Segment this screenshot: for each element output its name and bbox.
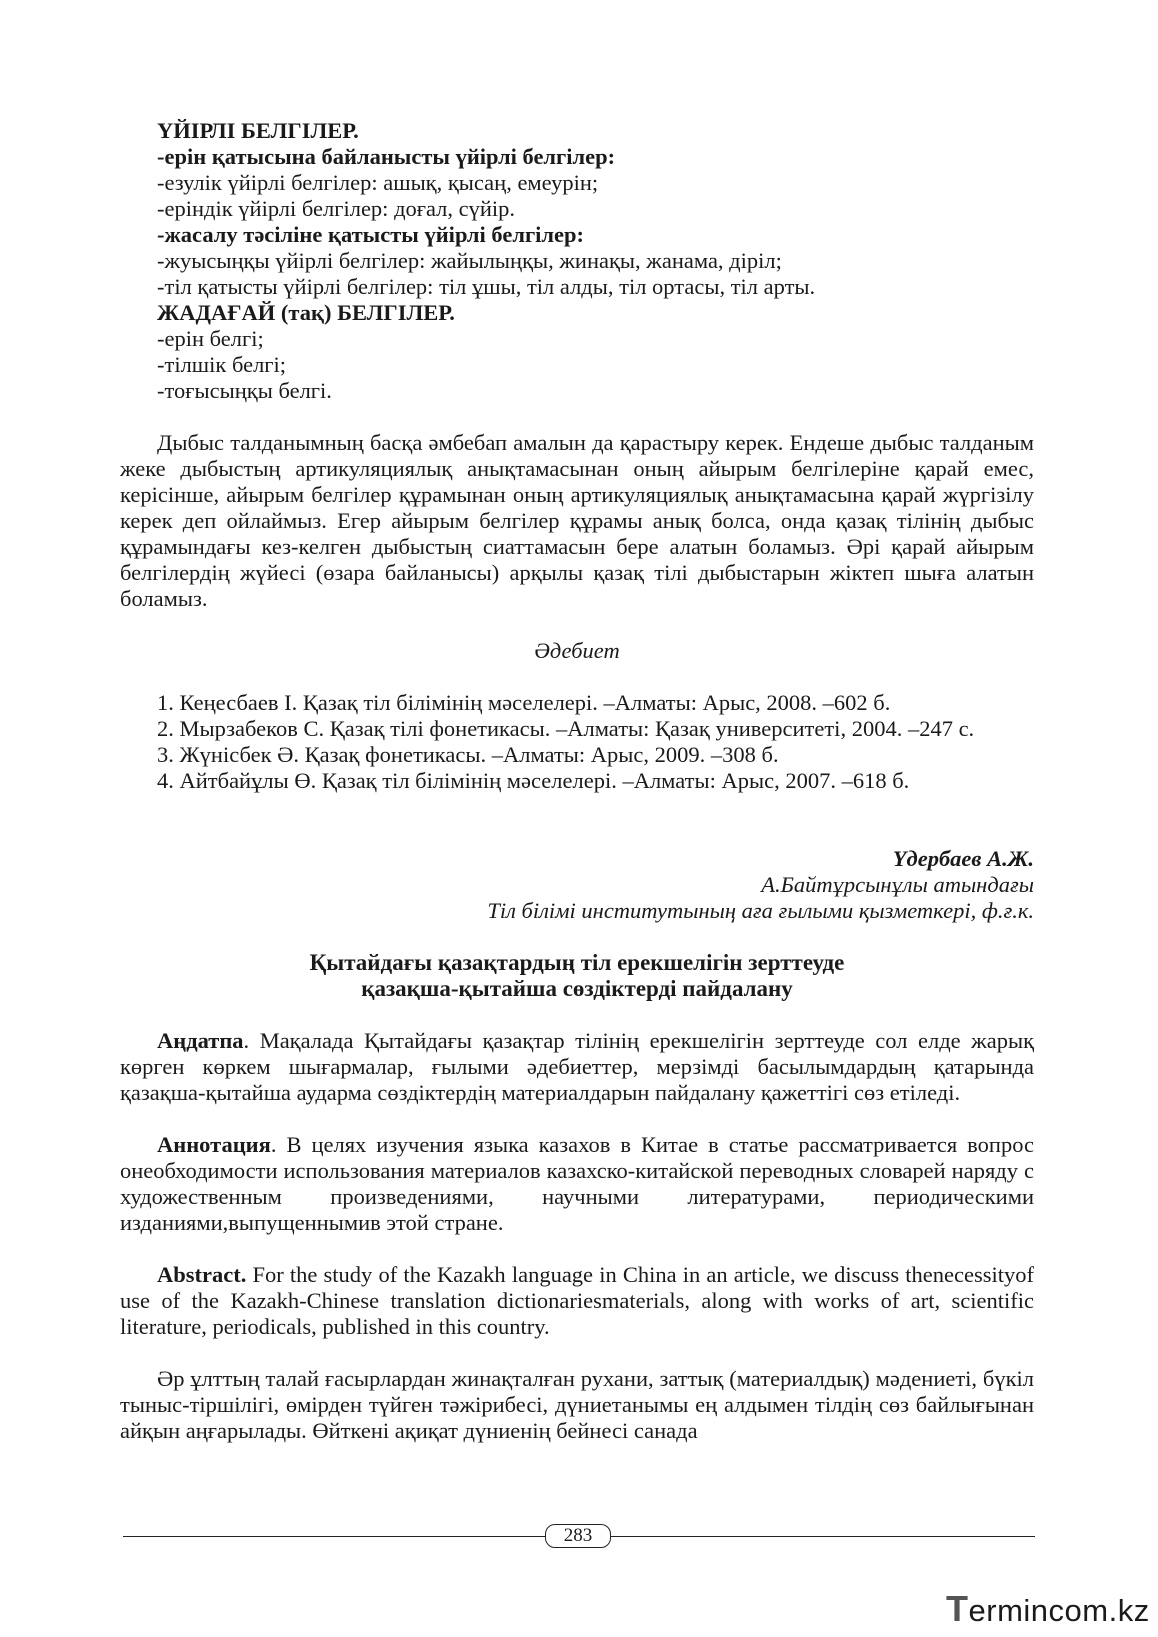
- feature-line: -тілшік белгі;: [157, 352, 287, 377]
- page-body: [120, 118, 1034, 1444]
- abstract-russian-text: . В целях изучения языка казахов в Китае в статье рассматривается вопрос онеобходимости использования материалов казахско-китайской переводных словарей наряду с художественным произведениями, научными литературами, периодическими изданиями,выпущеннымив этой стране.: [120, 1132, 1034, 1235]
- page-footer: [123, 1524, 1035, 1550]
- feature-line: -жасалу тәсіліне қатысты үйірлі белгілер:: [157, 222, 585, 247]
- author-block: [120, 846, 1034, 924]
- references-title: Әдебиет: [534, 638, 620, 663]
- abstract-english: [120, 1262, 1034, 1340]
- feature-line: -тіл қатысты үйірлі белгілер: тіл ұшы, тіл алды, тіл ортасы, тіл арты.: [157, 274, 816, 299]
- termincom-watermark-logo: [946, 1588, 1150, 1630]
- abstract-kazakh: [120, 1028, 1034, 1106]
- watermark-part-2: o: [1064, 1593, 1083, 1628]
- feature-line: -жуысыңқы үйірлі белгілер: жайылыңқы, жинақы, жанама, діріл;: [157, 248, 782, 273]
- feature-line: -ерін қатысына байланысты үйірлі белгілер:: [157, 144, 616, 169]
- watermark-part-3: m.kz: [1082, 1593, 1150, 1628]
- references-list: [120, 690, 1034, 794]
- page-number: 283: [545, 1524, 611, 1548]
- main-paragraph: Дыбыс талданымның басқа әмбебап амалын да қарастыру керек. Ендеше дыбыс талданым жеке дыбыстың артикуляциялық анықтамасынан оның айырым белгілеріне қарай емес, керісінше, айырым белгілер құрамынан оның артикуляциялық анықтамасына қарай жүргізілу керек деп ойлаймыз. Егер айырым белгілер құрамы анық болса, онда қазақ тілінің дыбыс құрамындағы кез-келген дыбыстың сиаттамасын бере алатын боламыз. Әрі қарай айырым белгілердің жүйесі (өзара байланысы) арқылы қазақ тілі дыбыстарын жіктеп шыға алатын боламыз.: [120, 430, 1034, 611]
- single-features-list: [120, 326, 1034, 404]
- abstract-russian: [120, 1132, 1034, 1236]
- reference-item: 1. Кеңесбаев І. Қазақ тіл білімінің мәселелері. –Алматы: Арыс, 2008. –602 б.: [157, 690, 891, 715]
- section-heading-cluster-features: ҮЙІРЛІ БЕЛГІЛЕР.: [157, 118, 359, 143]
- article-title-line-2: қазақша-қытайша сөздіктерді пайдалану: [361, 976, 793, 1001]
- author-affiliation-2: Тіл білімі институтының аға ғылыми қызметкері, ф.ғ.к.: [487, 898, 1034, 923]
- reference-item: 2. Мырзабеков С. Қазақ тілі фонетикасы. –Алматы: Қазақ университеті, 2004. –247 с.: [157, 716, 975, 741]
- reference-item: 3. Жүнісбек Ә. Қазақ фонетикасы. –Алматы: Арыс, 2009. –308 б.: [157, 742, 779, 767]
- feature-line: -ерін белгі;: [157, 326, 264, 351]
- watermark-first-letter: T: [946, 1588, 969, 1629]
- section-heading-single-features: ЖАДАҒАЙ (тақ) БЕЛГІЛЕР.: [157, 300, 455, 325]
- final-paragraph: Әр ұлттың талай ғасырлардан жинақталған рухани, заттық (материалдық) мәдениеті, бүкіл тыныс-тіршілігі, өмірден түйген тәжірибесі, дүниетанымы ең алдымен тілдің сөз байлығынан айқын аңғарылады. Өйткені ақиқат дүниенің бейнесі санада: [120, 1366, 1034, 1443]
- watermark-part-1: erminc: [968, 1593, 1065, 1628]
- author-affiliation-1: А.Байтұрсынұлы атындағы: [761, 872, 1034, 897]
- feature-line: -еріндік үйірлі белгілер: доғал, сүйір.: [157, 196, 516, 221]
- feature-line: -тоғысыңқы белгі.: [157, 378, 332, 403]
- abstract-kazakh-label: Аңдатпа: [157, 1028, 244, 1053]
- author-name: Үдербаев А.Ж.: [892, 846, 1034, 871]
- abstract-english-label: Abstract.: [157, 1262, 247, 1287]
- article-title-line-1: Қытайдағы қазақтардың тіл ерекшелігін зерттеуде: [309, 950, 845, 975]
- feature-line: -езулік үйірлі белгілер: ашық, қысаң, емеурін;: [157, 170, 599, 195]
- abstract-kazakh-text: . Мақалада Қытайдағы қазақтар тілінің ерекшелігін зерттеуде сол елде жарық көрген көркем шығармалар, ғылыми әдебиеттер, мерзімді басылымдардың қатарында қазақша-қытайша аударма сөздіктердің материалдарын пайдалану қажеттігі сөз етіледі.: [120, 1028, 1034, 1105]
- article-title: [120, 950, 1034, 1002]
- reference-item: 4. Айтбайұлы Ө. Қазақ тіл білімінің мәселелері. –Алматы: Арыс, 2007. –618 б.: [157, 768, 910, 793]
- abstract-english-text: For the study of the Kazakh language in China in an article, we discuss thenecessityof use of the Kazakh-Chinese translation dictionariesmaterials, along with works of art, scientific literature, periodicals, published in this country.: [120, 1262, 1034, 1339]
- cluster-features-list: [120, 144, 1034, 300]
- abstract-russian-label: Аннотация: [157, 1132, 271, 1157]
